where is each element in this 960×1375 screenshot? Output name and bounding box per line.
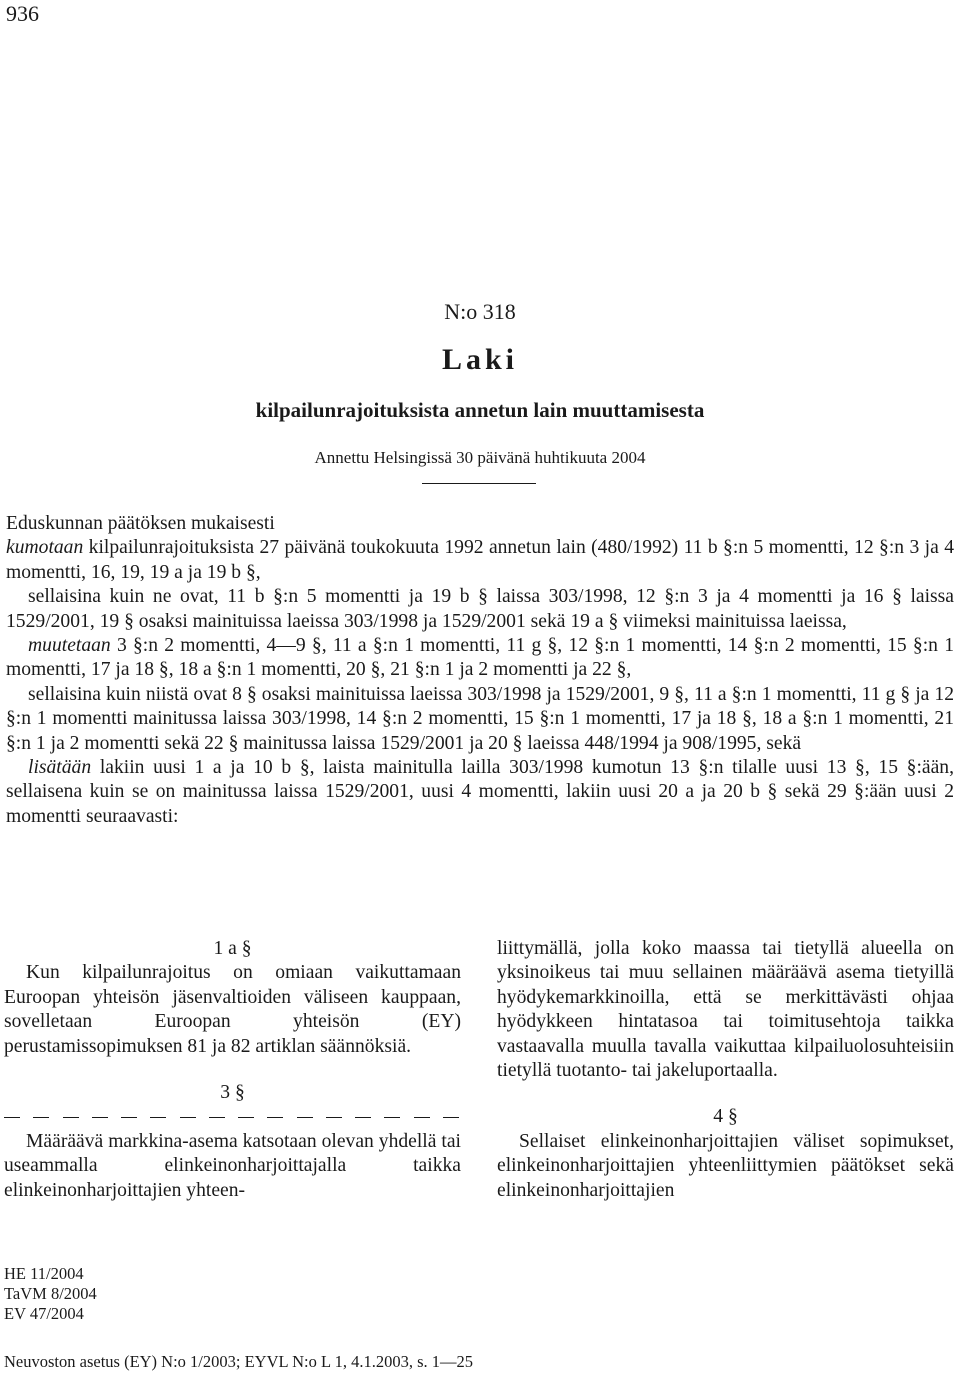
footnote: Neuvoston asetus (EY) N:o 1/2003; EYVL N:o L 1, 4.1.2003, s. 1—25 [4, 1352, 473, 1371]
repeal-qualifier: sellaisina kuin ne ovat, 11 b §:n 5 momentti ja 19 b § laissa 303/1998, 12 §:n 3 ja 4 momentti ja 16 § laissa 1529/2001, 19 § osaksi mainituissa laeissa 303/1998 ja 1529/2001 sekä 19 a § viimeksi mainituissa laeissa, [6, 586, 954, 632]
amend-keyword: muutetaan [28, 635, 111, 657]
law-subtitle: kilpailunrajoituksista annetun lain muuttamisesta [255, 398, 705, 422]
reference-item: TaVM 8/2004 [4, 1284, 97, 1303]
preamble-intro: Eduskunnan päätöksen mukaisesti [6, 513, 275, 534]
section-3-heading: 3 § [220, 1082, 245, 1104]
section-4-text: Sellaiset elinkeinonharjoittajien väliset sopimukset, elinkeinonharjoittajien yhteenliittymien päätökset sekä elinkeinonharjoittajien [497, 1130, 954, 1201]
repeal-keyword: kumotaan [6, 537, 84, 559]
page-number: 936 [6, 1, 39, 26]
amend-qualifier: sellaisina kuin niistä ovat 8 § osaksi mainituissa laeissa 303/1998 ja 1529/2001, 9 §, 11 a §:n 1 momentti, 11 g § ja 12 §:n 1 momentti mainitussa laissa 303/1998, 14 §:n 2 momentti, 15 §:n 1 momentti, 17 ja 18 §, 18 a §:n 1 momentti, 21 §:n 1 ja 2 momentti sekä 22 § mainitussa laissa 1529/2001 ja 20 § laeissa 448/1994 ja 908/1995, sekä [6, 683, 954, 754]
section-4-heading: 4 § [713, 1106, 738, 1128]
reference-item: HE 11/2004 [4, 1264, 84, 1283]
add-text: lakiin uusi 1 a ja 10 b §, laista mainitulla lailla 303/1998 kumotun 13 §:n tilalle uusi 13 §, 15 §:ään, sellaisena kuin se on mainitussa laissa 1529/2001, uusi 4 momentti, lakiin uusi 20 a ja 20 b § sekä 29 §:ään uusi 2 momentti seuraavasti: [6, 757, 954, 827]
repeal-clause [6, 536, 954, 585]
section-3-text: Määräävä markkina-asema katsotaan olevan yhdellä tai useammalla elinkeinonharjoittajalla taikka elinkeinonharjoittajien yhteen- [4, 1130, 461, 1201]
omission-dash-row [4, 1105, 461, 1129]
amend-clause [6, 634, 954, 683]
section-3-continuation: liittymällä, jolla koko maassa tai tietyllä alueella on yksinoikeus tai muu sellainen määräävä asema tietyillä hyödykemarkkinoilla, että se merkittävästi ohjaa hyödykkeen hintatasoa tai toimitusehtoja taikka vastaavalla muulla tavalla vaikuttaa kilpailuolosuhteisiin tietyllä tuotanto- tai jakeluportaalla. [497, 938, 954, 1082]
amend-text: 3 §:n 2 momentti, 4—9 §, 11 a §:n 1 momentti, 11 g §, 12 §:n 1 momentti, 14 §:n 2 momentti, 15 §:n 1 momentti, 17 ja 18 §, 18 a §:n 1 momentti, 20 §, 21 §:n 1 ja 2 momentti ja 22 §, [6, 635, 954, 681]
right-column [497, 937, 954, 1203]
law-title: Laki [441, 343, 519, 376]
law-date: Annettu Helsingissä 30 päivänä huhtikuuta 2004 [314, 448, 646, 467]
left-column [4, 937, 461, 1203]
add-keyword: lisätään [28, 757, 92, 779]
legislative-references [4, 1264, 97, 1324]
reference-item: EV 47/2004 [4, 1304, 84, 1323]
add-clause [6, 756, 954, 829]
preamble [6, 512, 954, 829]
title-divider [422, 483, 536, 484]
repeal-text: kilpailunrajoituksista 27 päivänä toukokuuta 1992 annetun lain (480/1992) 11 b §:n 5 momentti, 12 §:n 3 ja 4 momentti, 16, 19, 19 a ja 19 b §, [6, 537, 954, 583]
section-1a-heading: 1 a § [213, 938, 252, 959]
section-1a-text: Kun kilpailunrajoitus on omiaan vaikuttamaan Euroopan yhteisön jäsenvaltioiden väliseen kauppaan, sovelletaan Euroopan yhteisön (EY) perustamissopimuksen 81 ja 82 artiklan säännöksiä. [4, 962, 461, 1057]
law-number: N:o 318 [444, 299, 516, 324]
